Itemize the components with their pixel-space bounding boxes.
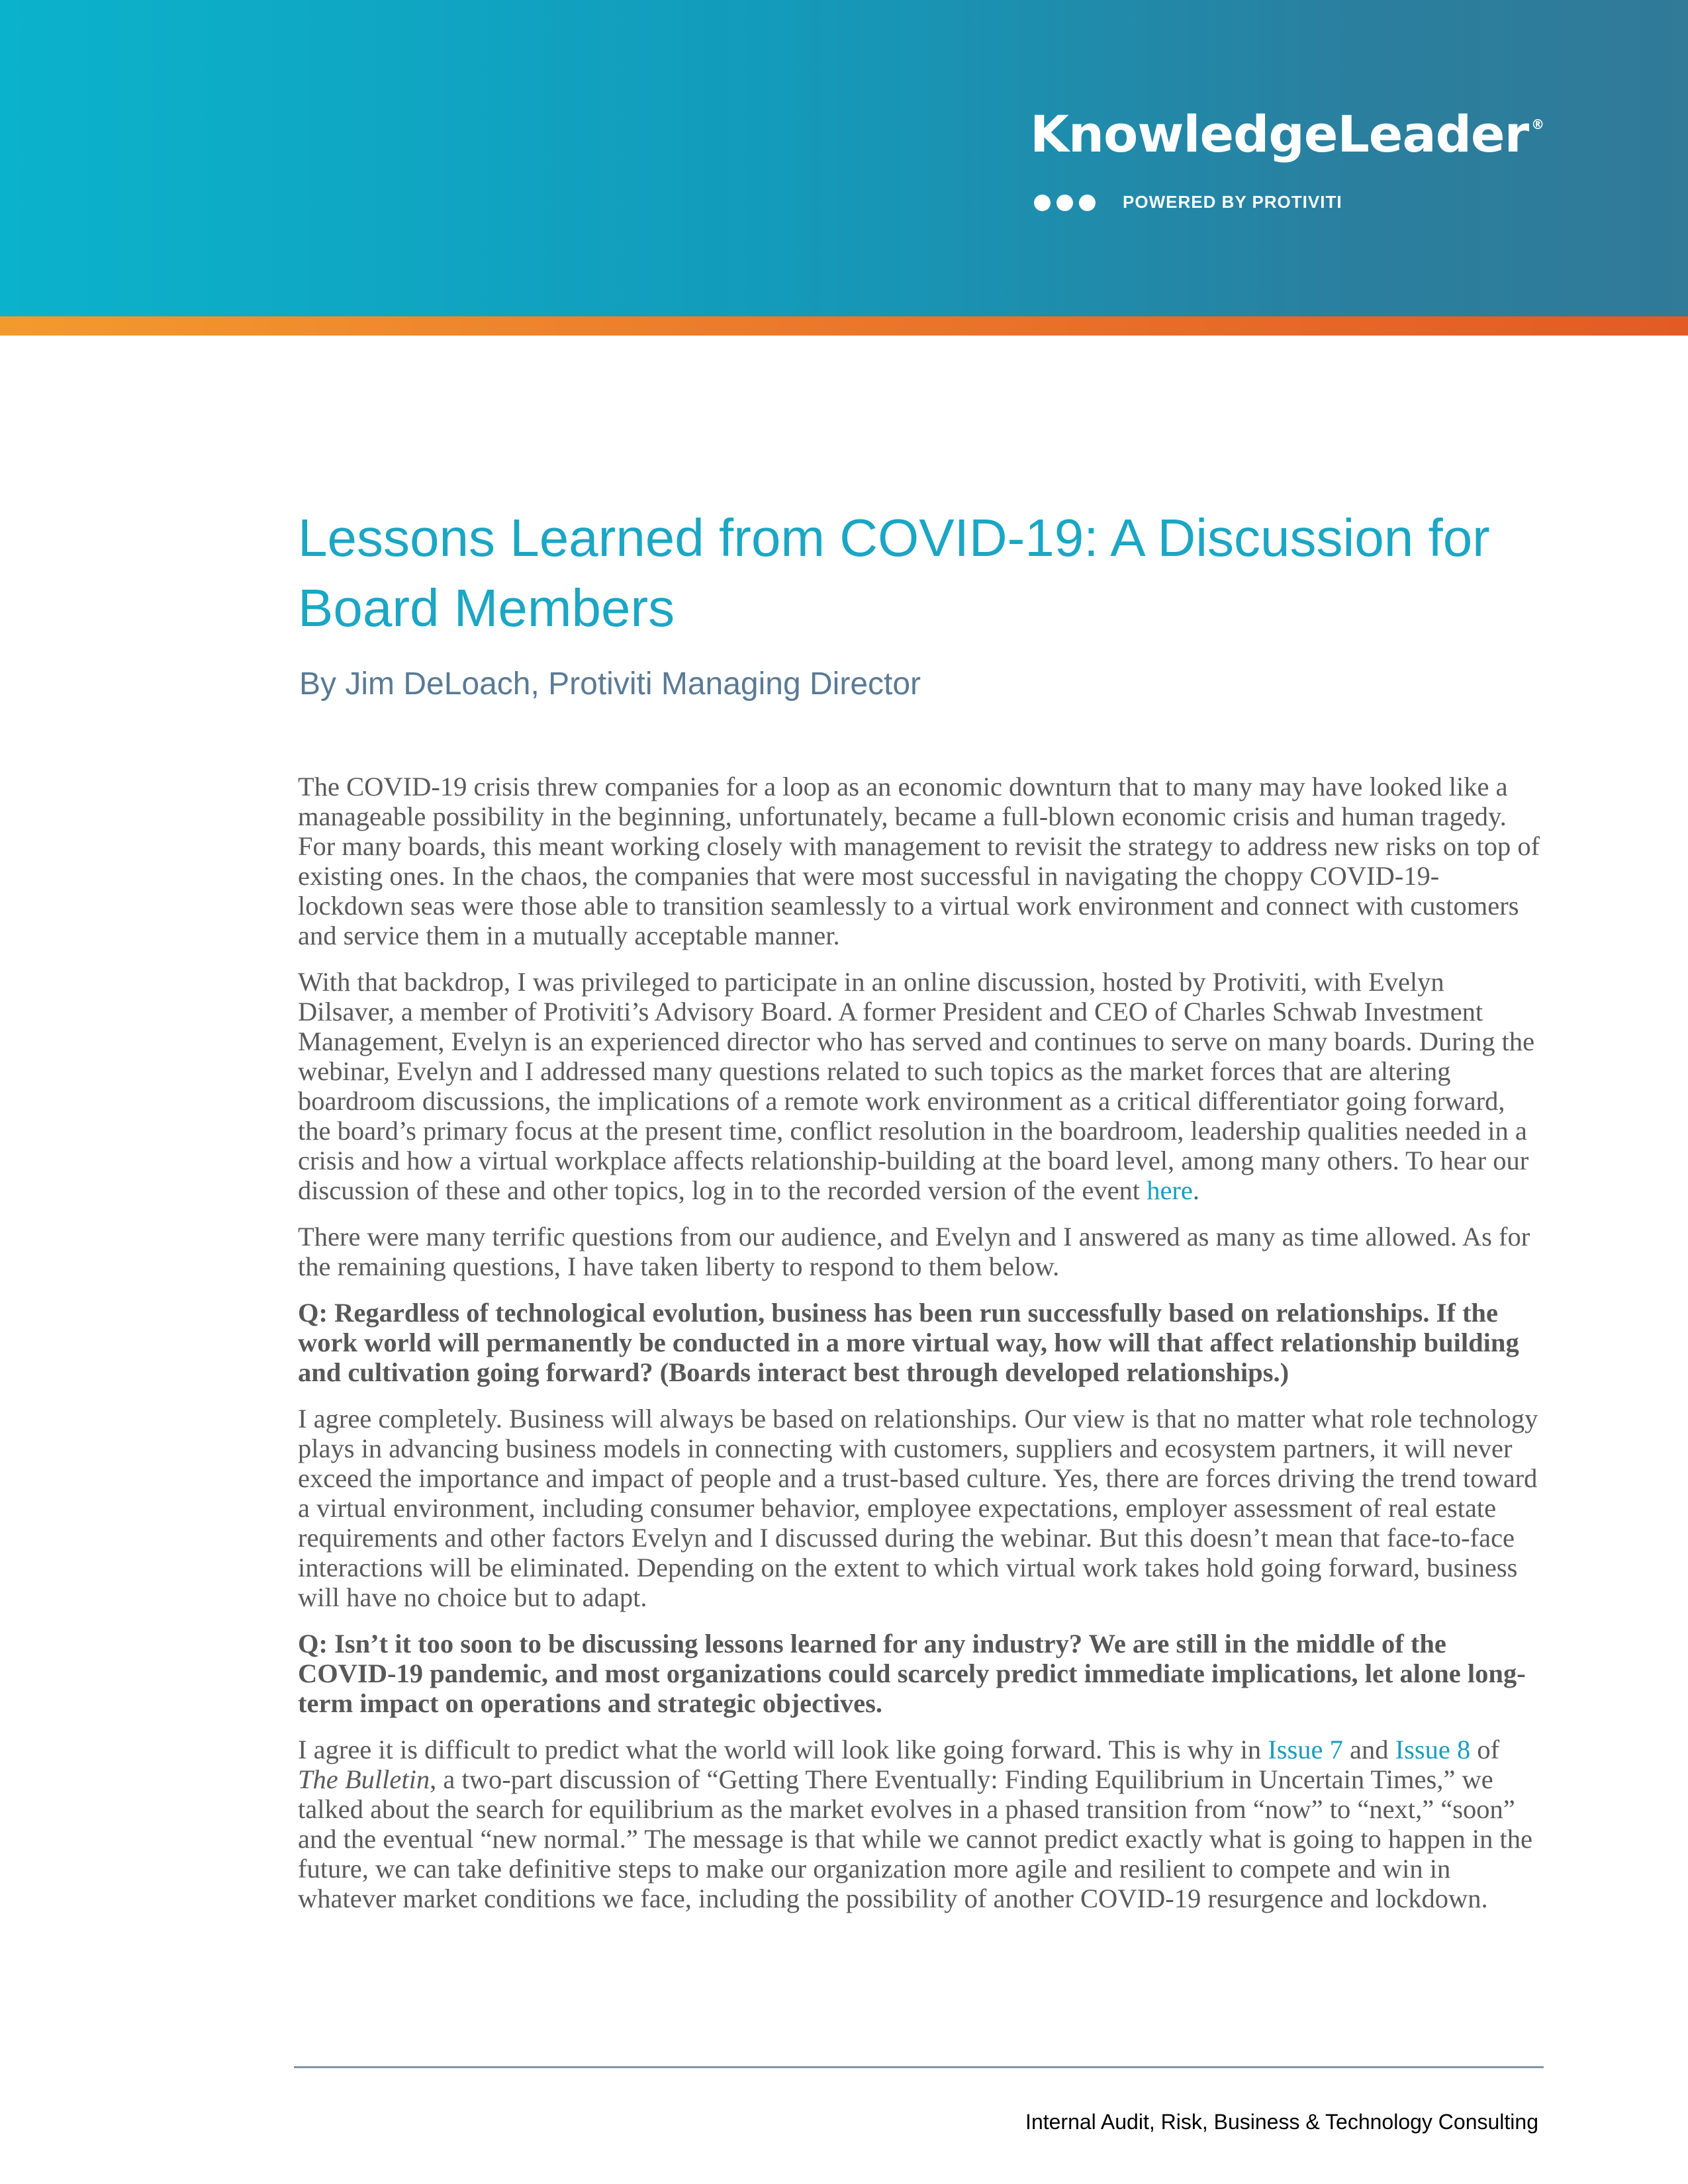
answer-lessons-of: of [1470,1735,1500,1764]
issue-7-link[interactable]: Issue 7 [1268,1735,1343,1764]
header-accent-bar [0,316,1688,336]
paragraph-backdrop [298,967,1542,1205]
answer-lessons [298,1735,1542,1913]
byline: By Jim DeLoach, Protiviti Managing Director [299,666,921,702]
answer-lessons-start: I agree it is difficult to predict what the world will look like going forward. This is why in [298,1735,1268,1764]
event-link[interactable]: here [1147,1175,1193,1205]
page-title: Lessons Learned from COVID-19: A Discussion for Board Members [298,508,1490,637]
paragraph-intro: The COVID-19 crisis threw companies for a loop as an economic downturn that to many may have looked like a manageable possibility in the beginning, unfortunately, became a full-blown economic crisis and human tragedy. For many boards, this meant working closely with management to revisit the strategy to address new risks on top of existing ones. In the chaos, the companies that were most successful in navigating the choppy COVID-19-lockdown seas were those able to transition seamlessly to a virtual work environment and connect with customers and service them in a mutually acceptable manner. [298,772,1540,950]
brand-dots-icon [1034,195,1096,212]
registered-mark: ® [1531,116,1544,132]
paragraph-backdrop-text: With that backdrop, I was privileged to participate in an online discussion, hosted by Protiviti, with Evelyn Dilsaver, a member of Protiviti’s Advisory Board. A former President and CEO of Charles Schwab Investment Management, Evelyn is an experienced director who has served and continues to serve on many boards. During the webinar, Evelyn and I addressed many questions related to such topics as the market forces that are altering boardroom discussions, the implications of a remote work environment as a critical differentiator going forward, the board’s primary focus at the present time, conflict resolution in the boardroom, leadership qualities needed in a crisis and how a virtual workplace affects relationship-building at the board level, among many others. To hear our discussion of these and other topics, log in to the recorded version of the event [298,967,1535,1205]
question-lessons: Q: Isn’t it too soon to be discussing lessons learned for any industry? We are still in the middle of the COVID-19 pandemic, and most organizations could scarcely predict immediate implications, let alone long-term impact on operations and strategic objectives. [298,1629,1526,1718]
paragraph-backdrop-end: . [1192,1175,1200,1205]
header-band [0,0,1688,316]
issue-8-link[interactable]: Issue 8 [1395,1735,1471,1764]
paragraph-questions: There were many terrific questions from our audience, and Evelyn and I answered as many as time allowed. As for the remaining questions, I have taken liberty to respond to them below. [298,1222,1530,1281]
footer-tagline: Internal Audit, Risk, Business & Technology Consulting [1025,2110,1538,2134]
answer-lessons-and: and [1342,1735,1395,1764]
answer-relationships: I agree completely. Business will always be based on relationships. Our view is that no matter what role technology plays in advancing business models in connecting with customers, suppliers and ecosystem partners, it will never exceed the importance and impact of people and a trust-based culture. Yes, there are forces driving the trend toward a virtual environment, including consumer behavior, employee expectations, employer assessment of real estate requirements and other factors Evelyn and I discussed during the webinar. But this doesn’t mean that face-to-face interactions will be eliminated. Depending on the extent to which virtual work takes hold going forward, business will have no choice but to adapt. [298,1404,1538,1612]
publication-title: The Bulletin [298,1764,430,1794]
question-relationships: Q: Regardless of technological evolution, business has been run successfully based on relationships. If the work world will permanently be conducted in a more virtual way, how will that affect relationship building and cultivation going forward? (Boards interact best through developed relationships.) [298,1298,1519,1387]
brand-tagline: POWERED BY PROTIVITI [1123,192,1342,212]
footer-divider [294,2066,1544,2068]
answer-lessons-rest: , a two-part discussion of “Getting There Eventually: Finding Equilibrium in Uncertain Times,” we talked about the search for equilibrium as the market evolves in a phased transition from “now” to “next,” “soon” and the eventual “new normal.” The message is that while we cannot predict exactly what is going to happen in the future, we can take definitive steps to make our organization more agile and resilient to compete and win in whatever market conditions we face, including the possibility of another COVID-19 resurgence and lockdown. [298,1764,1533,1913]
article-body [298,772,1542,1930]
brand-logo [1030,105,1560,163]
brand-name: KnowledgeLeader [1030,105,1529,163]
